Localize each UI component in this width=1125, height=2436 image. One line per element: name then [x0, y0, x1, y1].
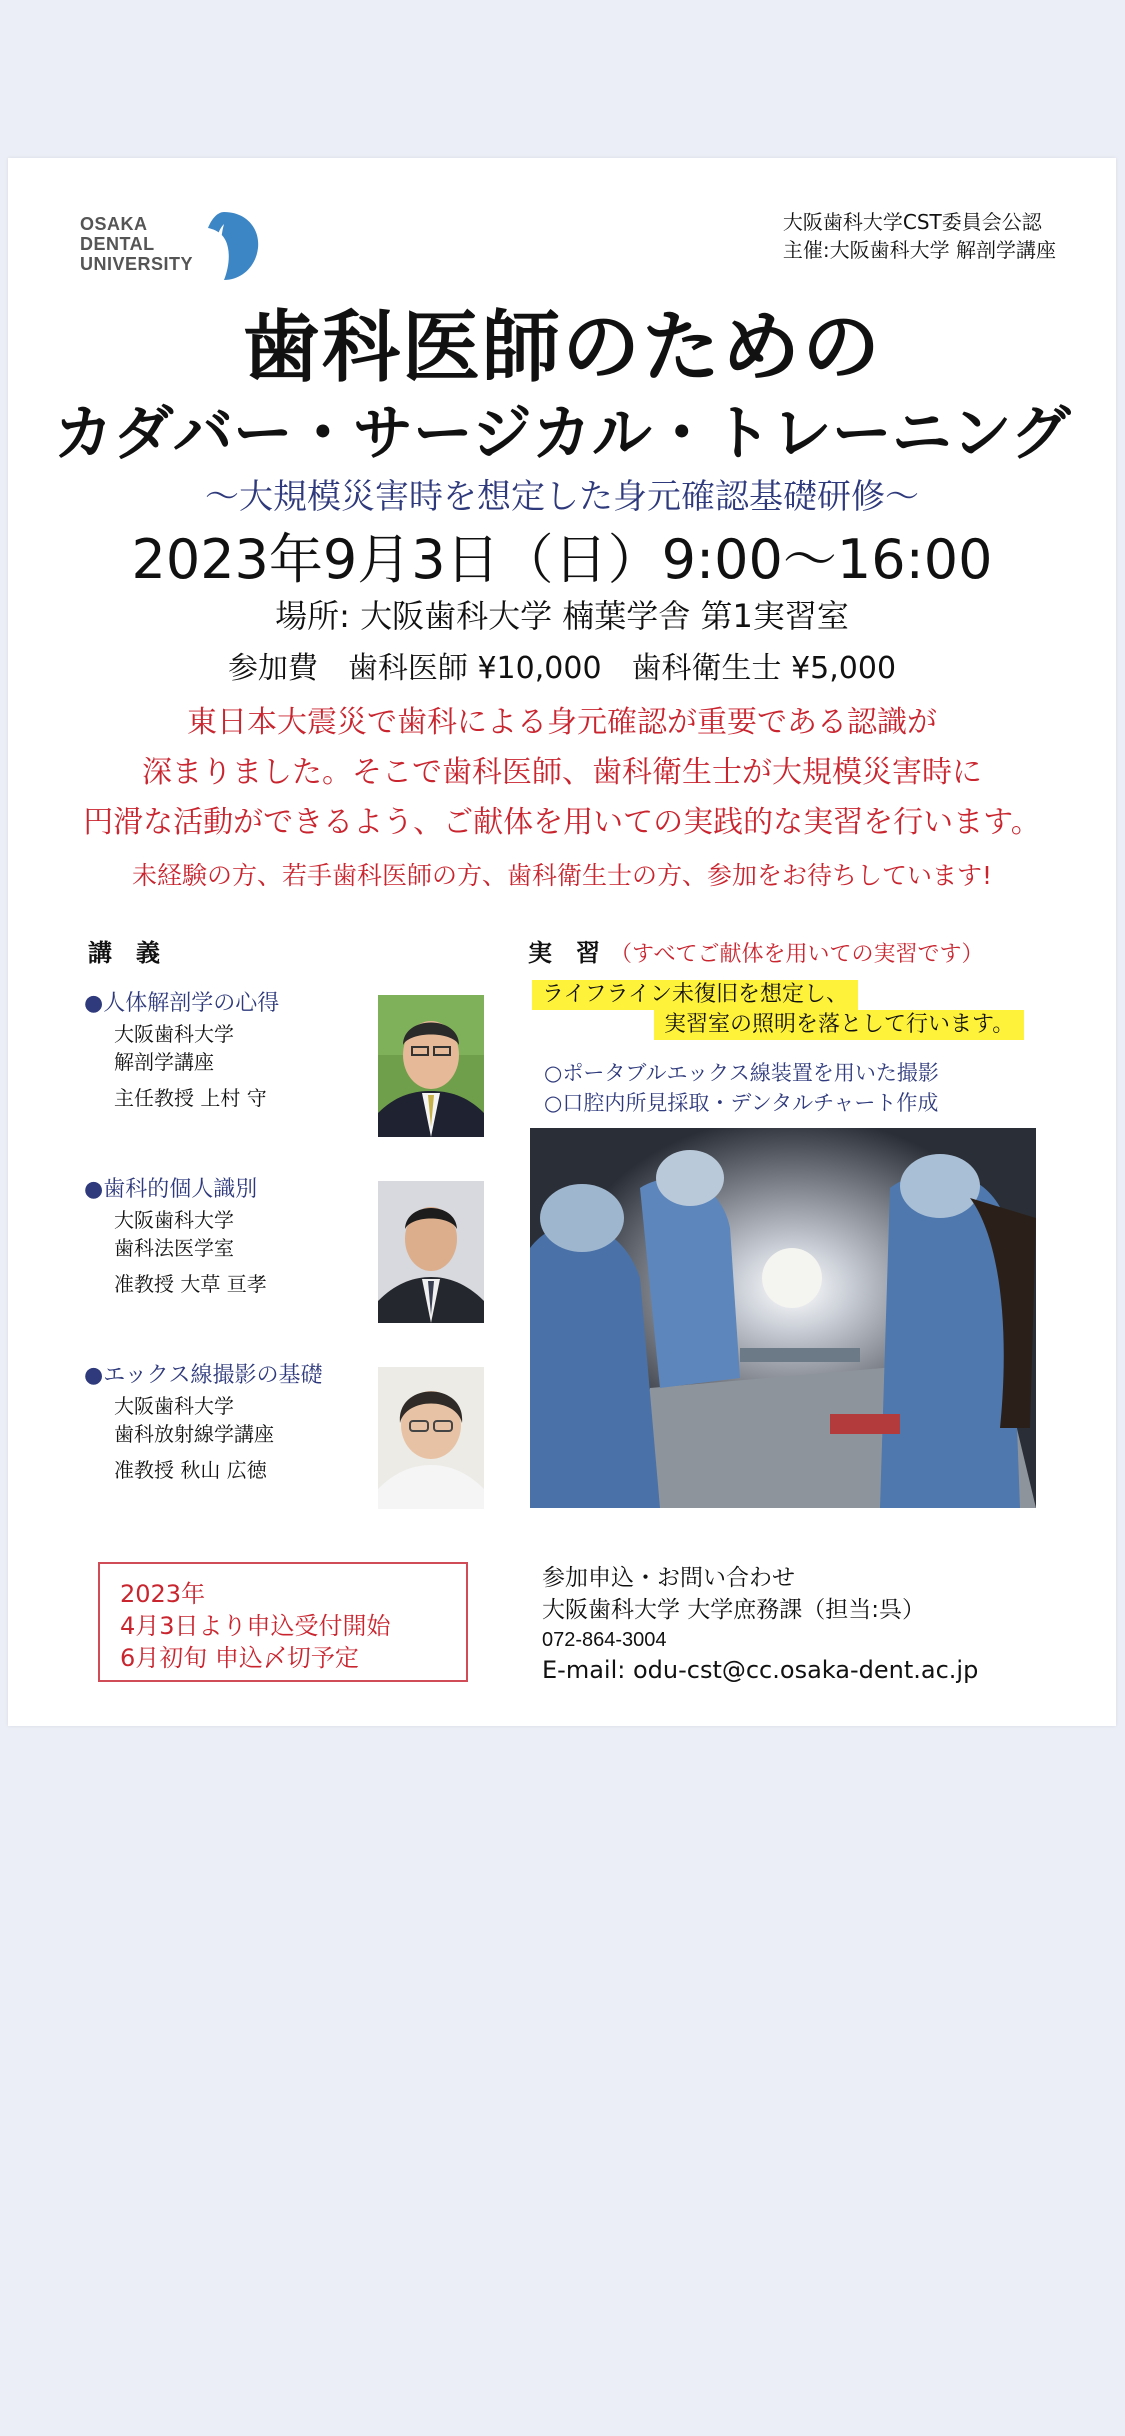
event-datetime: 2023年9月3日（日）9:00〜16:00	[131, 528, 993, 591]
lead-line-3: 円滑な活動ができるよう、ご献体を用いての実践的な実習を行います。	[83, 805, 1041, 840]
logo-line-3: UNIVERSITY	[80, 254, 194, 274]
lecture-topic: ●エックス線撮影の基礎	[84, 1363, 323, 1388]
lead-line-2: 深まりました。そこで歯科医師、歯科衛生士が大規模災害時に	[142, 755, 982, 790]
invitation-text: 未経験の方、若手歯科医師の方、歯科衛生士の方、参加をお待ちしています!	[131, 861, 993, 890]
approval-text: 大阪歯科大学CST委員会公認	[782, 210, 1042, 234]
lecturer-department: 歯科法医学室	[114, 1236, 234, 1260]
lecturer-name: 准教授 大草 亘孝	[114, 1272, 267, 1296]
lecturer-name: 准教授 秋山 広徳	[114, 1458, 267, 1482]
application-deadline: 6月初旬 申込〆切予定	[120, 1644, 359, 1672]
lecturer-photo	[378, 1367, 484, 1509]
university-logo-mark-icon	[184, 206, 264, 286]
flyer	[8, 158, 1116, 1726]
lead-line-1: 東日本大震災で歯科による身元確認が重要である認識が	[187, 705, 937, 740]
lecturer-name: 主任教授 上村 守	[114, 1086, 267, 1110]
application-year: 2023年	[120, 1580, 206, 1608]
contact-info	[542, 1562, 978, 1686]
lecture-topic: ●歯科的個人識別	[84, 1177, 258, 1202]
practice-task-xray: ○ポータブルエックス線装置を用いた撮影	[544, 1061, 939, 1085]
contact-heading: 参加申込・お問い合わせ	[542, 1565, 795, 1591]
university-logo-text	[80, 214, 193, 274]
contact-email[interactable]: E-mail: odu-cst@cc.osaka-dent.ac.jp	[542, 1656, 979, 1684]
contact-office: 大阪歯科大学 大学庶務課（担当:呉）	[542, 1597, 926, 1623]
header-approval	[783, 208, 1056, 264]
lecturer-department: 歯科放射線学講座	[114, 1422, 274, 1446]
lecturer-department: 解剖学講座	[114, 1050, 214, 1074]
practice-heading	[528, 936, 984, 972]
lecturer-affiliation: 大阪歯科大学	[114, 1208, 234, 1232]
logo-line-1: OSAKA	[80, 214, 148, 234]
application-start: 4月3日より申込受付開始	[120, 1612, 391, 1640]
practice-title: 実 習	[528, 939, 600, 967]
subtitle: 〜大規模災害時を想定した身元確認基礎研修〜	[205, 477, 919, 517]
lecture-topic: ●人体解剖学の心得	[84, 991, 280, 1016]
logo-line-2: DENTAL	[80, 234, 155, 254]
event-venue: 場所: 大阪歯科大学 楠葉学舎 第1実習室	[275, 597, 849, 635]
practice-highlight-1: ライフライン未復旧を想定し、	[532, 980, 858, 1010]
organizer-text: 主催:大阪歯科大学 解剖学講座	[782, 238, 1056, 262]
training-photo	[530, 1128, 1036, 1508]
application-period-box	[98, 1562, 468, 1682]
lead-paragraph	[8, 698, 1116, 848]
lecturer-photo	[378, 995, 484, 1137]
lectures-heading: 講 義	[88, 939, 160, 967]
main-title-line-2: カダバー・サージカル・トレーニング	[53, 399, 1071, 469]
practice-task-chart: ○口腔内所見採取・デンタルチャート作成	[544, 1091, 939, 1115]
practice-note: （すべてご献体を用いての実習です）	[610, 942, 984, 967]
lecturer-photo	[378, 1181, 484, 1323]
lecturer-affiliation: 大阪歯科大学	[114, 1394, 234, 1418]
event-fee: 参加費 歯科医師 ¥10,000 歯科衛生士 ¥5,000	[227, 651, 897, 686]
main-title: 歯科医師のための	[241, 303, 882, 393]
contact-phone[interactable]: 072-864-3004	[542, 1629, 667, 1651]
practice-highlight-2: 実習室の照明を落として行います。	[654, 1010, 1024, 1040]
lecturer-affiliation: 大阪歯科大学	[114, 1022, 234, 1046]
